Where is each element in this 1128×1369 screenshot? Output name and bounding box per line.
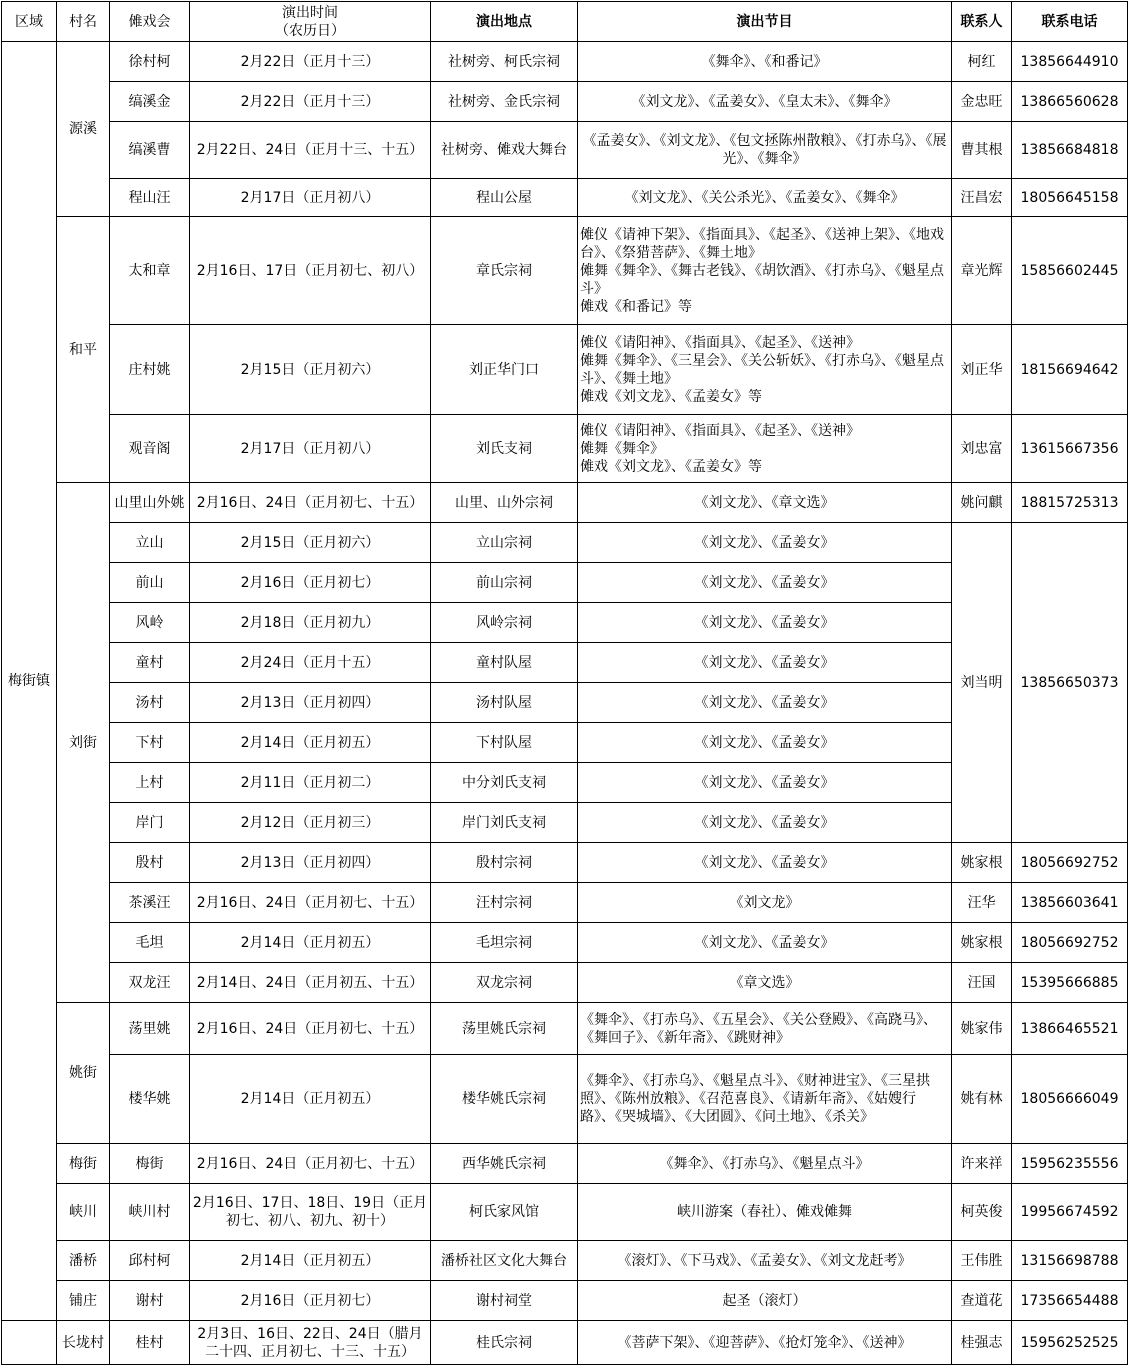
contact-cell: 金忠旺 (952, 82, 1012, 122)
village-cell-puzhuang: 铺庄 (57, 1281, 110, 1321)
time-cell: 2月14日（正月初五） (190, 923, 431, 963)
program-cell (578, 325, 952, 415)
header-program: 演出节目 (578, 2, 952, 42)
troupe-cell: 邱村柯 (110, 1241, 190, 1281)
contact-cell: 刘忠富 (952, 415, 1012, 483)
program-cell: 起圣（滚灯） (578, 1281, 952, 1321)
troupe-cell: 前山 (110, 563, 190, 603)
troupe-cell: 庄村姚 (110, 325, 190, 415)
program-line: 傩仪《请阳神》、《指面具》、《起圣》、《送神》 (580, 422, 860, 439)
header-row (2, 2, 1128, 42)
troupe-cell: 风岭 (110, 603, 190, 643)
place-cell: 山里、山外宗祠 (431, 483, 578, 523)
place-cell: 双龙宗祠 (431, 963, 578, 1003)
phone-cell: 18056666049 (1012, 1055, 1128, 1144)
place-cell: 潘桥社区文化大舞台 (431, 1241, 578, 1281)
program-cell: 《刘文龙》、《孟姜女》 (578, 563, 952, 603)
troupe-cell: 谢村 (110, 1281, 190, 1321)
header-troupe: 傩戏会 (110, 2, 190, 42)
time-cell: 2月15日（正月初六） (190, 523, 431, 563)
place-cell: 柯氏家风馆 (431, 1184, 578, 1241)
place-cell: 童村队屋 (431, 643, 578, 683)
phone-cell: 18056692752 (1012, 923, 1128, 963)
contact-cell: 查道花 (952, 1281, 1012, 1321)
troupe-cell: 汤村 (110, 683, 190, 723)
time-cell: 2月14日、24日（正月初五、十五） (190, 963, 431, 1003)
program-cell: 《滚灯》、《下马戏》、《孟姜女》、《刘文龙赶考》 (578, 1241, 952, 1281)
performance-schedule-table (1, 1, 1128, 1365)
table-row (2, 42, 1128, 82)
phone-cell: 17356654488 (1012, 1281, 1128, 1321)
program-cell: 《刘文龙》 (578, 883, 952, 923)
contact-cell: 姚有林 (952, 1055, 1012, 1144)
phone-cell: 13856603641 (1012, 883, 1128, 923)
troupe-cell: 缟溪金 (110, 82, 190, 122)
region-cell: 梅街镇 (2, 42, 57, 1321)
contact-cell: 姚问麒 (952, 483, 1012, 523)
program-line: 傩舞《舞伞》、《三星会》、《关公斩妖》、《打赤乌》、《魁星点斗》、《舞土地》 (580, 352, 944, 387)
program-line: 傩舞《舞伞》、《舞古老钱》、《胡饮酒》、《打赤乌》、《魁星点斗》 (580, 262, 944, 297)
program-line: 傩仪《请神下架》、《指面具》、《起圣》、《送神上架》、《地戏台》、《祭猎菩萨》、《舞土地》 (580, 226, 944, 261)
program-cell: 《刘文龙》、《孟姜女》、《皇太未》、《舞伞》 (578, 82, 952, 122)
phone-cell: 18056645158 (1012, 179, 1128, 217)
contact-cell: 柯红 (952, 42, 1012, 82)
program-line: 傩仪《请阳神》、《指面具》、《起圣》、《送神》 (580, 334, 860, 351)
program-cell: 《孟姜女》、《刘文龙》、《包文拯陈州散粮》、《打赤乌》、《展光》、《舞伞》 (578, 122, 952, 179)
time-cell: 2月16日（正月初七） (190, 563, 431, 603)
troupe-cell: 梅街 (110, 1144, 190, 1184)
header-place: 演出地点 (431, 2, 578, 42)
phone-cell: 13156698788 (1012, 1241, 1128, 1281)
troupe-cell: 上村 (110, 763, 190, 803)
time-cell: 2月15日（正月初六） (190, 325, 431, 415)
troupe-cell: 毛坦 (110, 923, 190, 963)
shared-phone-cell: 13856650373 (1012, 523, 1128, 843)
phone-cell: 18156694642 (1012, 325, 1128, 415)
table-row (2, 963, 1128, 1003)
troupe-cell: 立山 (110, 523, 190, 563)
phone-cell: 13615667356 (1012, 415, 1128, 483)
table-row (2, 923, 1128, 963)
troupe-cell: 童村 (110, 643, 190, 683)
time-cell: 2月12日（正月初三） (190, 803, 431, 843)
village-cell-liujie: 刘街 (57, 483, 110, 1003)
program-line: 傩舞《舞伞》 (580, 440, 664, 457)
table-row (2, 1184, 1128, 1241)
contact-cell: 姚家伟 (952, 1003, 1012, 1055)
phone-cell: 15956252525 (1012, 1321, 1128, 1365)
shared-contact-cell: 刘当明 (952, 523, 1012, 843)
place-cell: 风岭宗祠 (431, 603, 578, 643)
place-cell: 前山宗祠 (431, 563, 578, 603)
village-cell-panqiao: 潘桥 (57, 1241, 110, 1281)
time-cell: 2月16日、17日（正月初七、初八） (190, 217, 431, 325)
time-cell: 2月24日（正月十五） (190, 643, 431, 683)
time-cell: 2月16日、24日（正月初七、十五） (190, 1003, 431, 1055)
contact-cell: 汪华 (952, 883, 1012, 923)
program-line: 傩戏《刘文龙》、《孟姜女》等 (580, 388, 762, 405)
header-time (190, 2, 431, 42)
phone-cell: 15856602445 (1012, 217, 1128, 325)
region-cell-continued (2, 1321, 57, 1365)
phone-cell: 18815725313 (1012, 483, 1128, 523)
place-cell: 刘正华门口 (431, 325, 578, 415)
program-cell: 《刘文龙》、《章文选》 (578, 483, 952, 523)
program-cell: 《舞伞》、《打赤乌》、《魁星点斗》、《财神进宝》、《三星拱照》、《陈州放粮》、《召范喜良》、《请新年斋》、《姑嫂行路》、《哭城墙》、《大团圆》、《问土地》、《杀关》 (578, 1055, 952, 1144)
troupe-cell: 楼华姚 (110, 1055, 190, 1144)
place-cell: 社树旁、金氏宗祠 (431, 82, 578, 122)
program-cell: 峡川游案（春社）、傩戏傩舞 (578, 1184, 952, 1241)
time-cell: 2月14日（正月初五） (190, 723, 431, 763)
place-cell: 程山公屋 (431, 179, 578, 217)
place-cell: 下村队屋 (431, 723, 578, 763)
table-row (2, 1055, 1128, 1144)
place-cell: 荡里姚氏宗祠 (431, 1003, 578, 1055)
time-cell: 2月14日（正月初五） (190, 1055, 431, 1144)
program-cell: 《刘文龙》、《孟姜女》 (578, 643, 952, 683)
troupe-cell: 茶溪汪 (110, 883, 190, 923)
village-cell-xiachuan: 峡川 (57, 1184, 110, 1241)
table-row (2, 883, 1128, 923)
table-row (2, 122, 1128, 179)
village-cell-changlong: 长垅村 (57, 1321, 110, 1365)
program-cell (578, 217, 952, 325)
time-cell: 2月22日（正月十三） (190, 42, 431, 82)
time-cell: 2月16日、24日（正月初七、十五） (190, 1144, 431, 1184)
phone-cell: 18056692752 (1012, 843, 1128, 883)
table-row (2, 1144, 1128, 1184)
program-cell: 《刘文龙》、《孟姜女》 (578, 523, 952, 563)
place-cell: 谢村祠堂 (431, 1281, 578, 1321)
troupe-cell: 峡川村 (110, 1184, 190, 1241)
time-cell: 2月16日、17日、18日、19日（正月初七、初八、初九、初十） (190, 1184, 431, 1241)
contact-cell: 王伟胜 (952, 1241, 1012, 1281)
table-row (2, 483, 1128, 523)
time-cell: 2月11日（正月初二） (190, 763, 431, 803)
program-cell: 《舞伞》、《打赤乌》、《魁星点斗》 (578, 1144, 952, 1184)
header-region: 区域 (2, 2, 57, 42)
program-line: 傩戏《和番记》等 (580, 298, 692, 315)
troupe-cell: 下村 (110, 723, 190, 763)
contact-cell: 桂强志 (952, 1321, 1012, 1365)
troupe-cell: 程山汪 (110, 179, 190, 217)
troupe-cell: 荡里姚 (110, 1003, 190, 1055)
place-cell: 毛坦宗祠 (431, 923, 578, 963)
table-row (2, 843, 1128, 883)
village-cell-yuanxi: 源溪 (57, 42, 110, 217)
troupe-cell: 双龙汪 (110, 963, 190, 1003)
time-cell: 2月16日（正月初七） (190, 1281, 431, 1321)
phone-cell: 15956235556 (1012, 1144, 1128, 1184)
program-cell: 《章文选》 (578, 963, 952, 1003)
phone-cell: 19956674592 (1012, 1184, 1128, 1241)
program-cell: 《菩萨下架》、《迎菩萨》、《抢灯笼伞》、《送神》 (578, 1321, 952, 1365)
program-cell: 《刘文龙》、《关公杀光》、《孟姜女》、《舞伞》 (578, 179, 952, 217)
troupe-cell: 太和章 (110, 217, 190, 325)
place-cell: 岸门刘氏支祠 (431, 803, 578, 843)
place-cell: 社树旁、柯氏宗祠 (431, 42, 578, 82)
time-cell: 2月13日（正月初四） (190, 683, 431, 723)
troupe-cell: 缟溪曹 (110, 122, 190, 179)
table-row (2, 325, 1128, 415)
program-cell: 《刘文龙》、《孟姜女》 (578, 723, 952, 763)
program-cell: 《刘文龙》、《孟姜女》 (578, 843, 952, 883)
time-cell: 2月3日、16日、22日、24日（腊月二十四、正月初七、十三、十五） (190, 1321, 431, 1365)
place-cell: 中分刘氏支祠 (431, 763, 578, 803)
village-cell-yaojie: 姚街 (57, 1003, 110, 1144)
program-cell (578, 415, 952, 483)
table-row (2, 1241, 1128, 1281)
phone-cell: 13866465521 (1012, 1003, 1128, 1055)
time-cell: 2月16日、24日（正月初七、十五） (190, 483, 431, 523)
program-line: 傩戏《刘文龙》、《孟姜女》等 (580, 458, 762, 475)
header-time-line2: （农历日） (275, 22, 345, 39)
contact-cell: 姚家根 (952, 923, 1012, 963)
contact-cell: 姚家根 (952, 843, 1012, 883)
place-cell: 汤村队屋 (431, 683, 578, 723)
place-cell: 刘氏支祠 (431, 415, 578, 483)
contact-cell: 汪国 (952, 963, 1012, 1003)
program-cell: 《舞伞》、《和番记》 (578, 42, 952, 82)
village-cell-heping: 和平 (57, 217, 110, 483)
village-cell-meijie: 梅街 (57, 1144, 110, 1184)
phone-cell: 13856684818 (1012, 122, 1128, 179)
place-cell: 桂氏宗祠 (431, 1321, 578, 1365)
contact-cell: 曹其根 (952, 122, 1012, 179)
header-village: 村名 (57, 2, 110, 42)
table-row (2, 82, 1128, 122)
phone-cell: 15395666885 (1012, 963, 1128, 1003)
program-cell: 《舞伞》、《打赤乌》、《五星会》、《关公登殿》、《高跷马》、《舞回子》、《新年斋》、《跳财神》 (578, 1003, 952, 1055)
place-cell: 立山宗祠 (431, 523, 578, 563)
troupe-cell: 殷村 (110, 843, 190, 883)
place-cell: 殷村宗祠 (431, 843, 578, 883)
troupe-cell: 山里山外姚 (110, 483, 190, 523)
time-cell: 2月22日（正月十三） (190, 82, 431, 122)
time-cell: 2月22日、24日（正月十三、十五） (190, 122, 431, 179)
table-row (2, 1281, 1128, 1321)
place-cell: 西华姚氏宗祠 (431, 1144, 578, 1184)
contact-cell: 刘正华 (952, 325, 1012, 415)
time-cell: 2月13日（正月初四） (190, 843, 431, 883)
phone-cell: 13856644910 (1012, 42, 1128, 82)
place-cell: 楼华姚氏宗祠 (431, 1055, 578, 1144)
program-cell: 《刘文龙》、《孟姜女》 (578, 763, 952, 803)
contact-cell: 汪昌宏 (952, 179, 1012, 217)
time-cell: 2月17日（正月初八） (190, 415, 431, 483)
troupe-cell: 桂村 (110, 1321, 190, 1365)
program-cell: 《刘文龙》、《孟姜女》 (578, 803, 952, 843)
place-cell: 社树旁、傩戏大舞台 (431, 122, 578, 179)
place-cell: 章氏宗祠 (431, 217, 578, 325)
table-row (2, 217, 1128, 325)
time-cell: 2月17日（正月初八） (190, 179, 431, 217)
time-cell: 2月14日（正月初五） (190, 1241, 431, 1281)
troupe-cell: 观音阁 (110, 415, 190, 483)
program-cell: 《刘文龙》、《孟姜女》 (578, 683, 952, 723)
program-cell: 《刘文龙》、《孟姜女》 (578, 923, 952, 963)
program-cell: 《刘文龙》、《孟姜女》 (578, 603, 952, 643)
table-row (2, 1321, 1128, 1365)
troupe-cell: 岸门 (110, 803, 190, 843)
contact-cell: 章光辉 (952, 217, 1012, 325)
header-phone: 联系电话 (1012, 2, 1128, 42)
troupe-cell: 徐村柯 (110, 42, 190, 82)
table-row (2, 523, 1128, 563)
contact-cell: 柯英俊 (952, 1184, 1012, 1241)
time-cell: 2月16日、24日（正月初七、十五） (190, 883, 431, 923)
place-cell: 汪村宗祠 (431, 883, 578, 923)
contact-cell: 许来祥 (952, 1144, 1012, 1184)
table-row (2, 179, 1128, 217)
header-contact: 联系人 (952, 2, 1012, 42)
phone-cell: 13866560628 (1012, 82, 1128, 122)
header-time-line1: 演出时间 (282, 4, 338, 21)
table-row (2, 415, 1128, 483)
time-cell: 2月18日（正月初九） (190, 603, 431, 643)
table-row (2, 1003, 1128, 1055)
